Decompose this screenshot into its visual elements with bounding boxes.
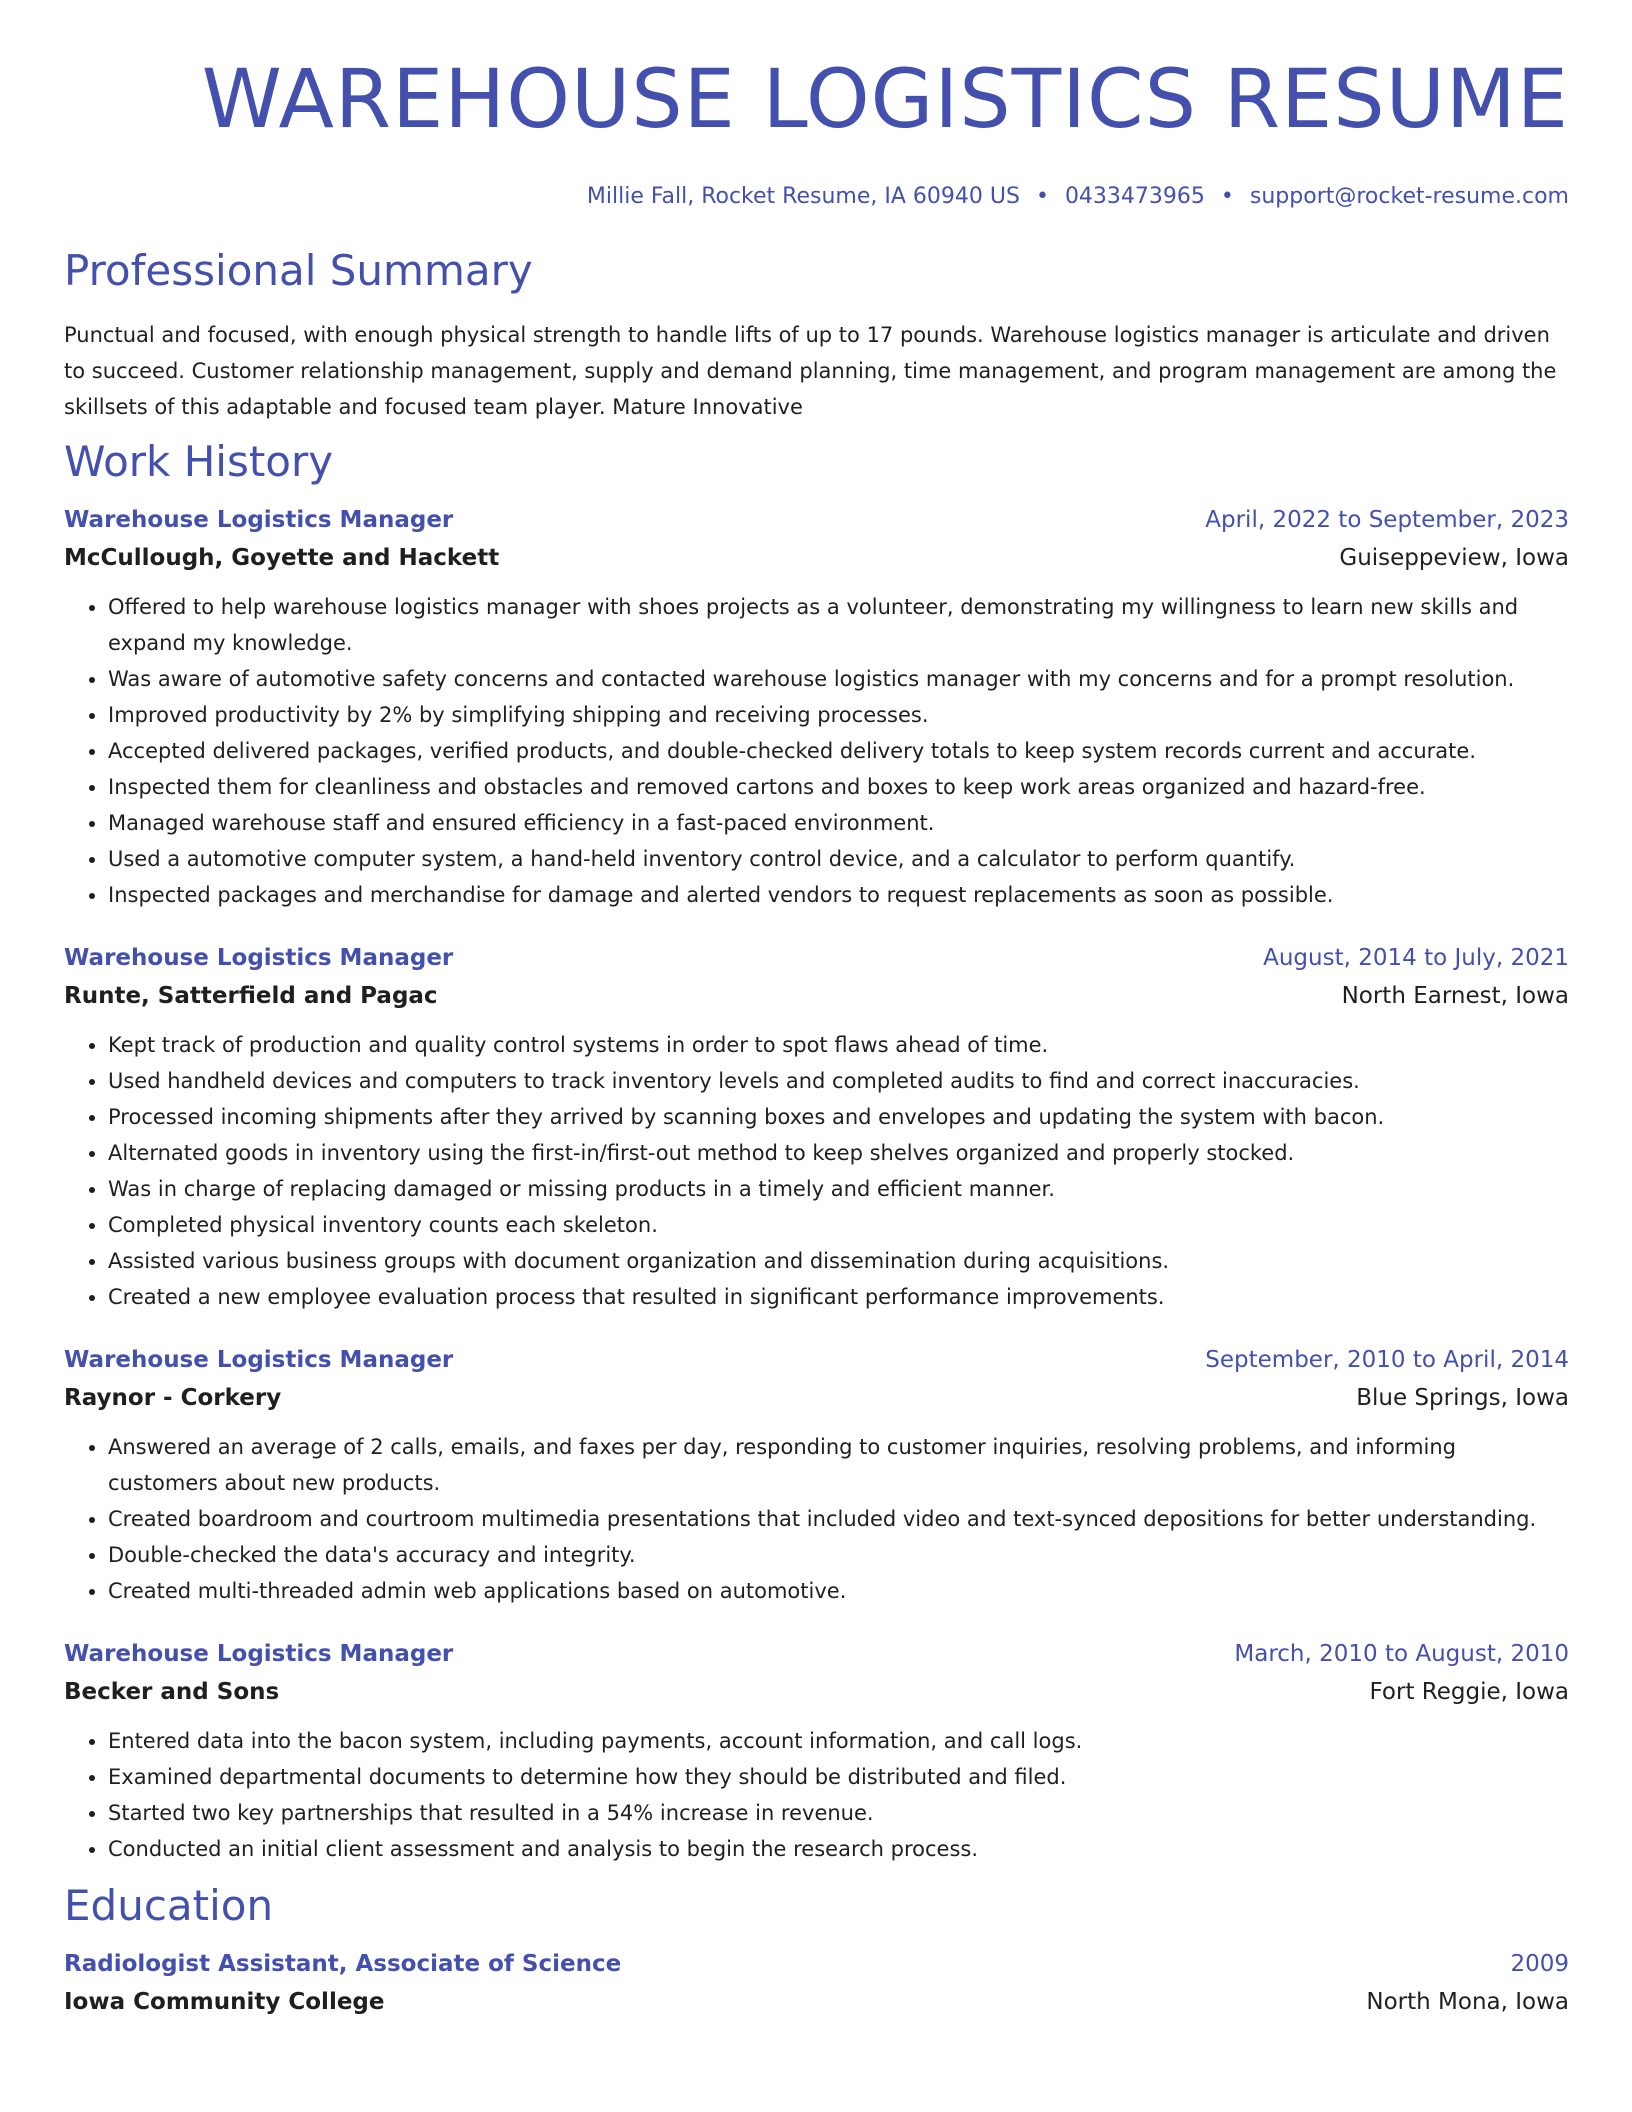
contact-line: [64, 182, 1569, 212]
list-item: • Processed incoming shipments after they arrived by scanning boxes and envelopes and updating the system with bacon.: [108, 1099, 1569, 1135]
contact-separator: •: [1035, 184, 1049, 209]
education-header-row: [64, 1945, 1569, 1983]
list-item: • Examined departmental documents to determine how they should be distributed and filed.: [108, 1759, 1569, 1795]
job-company: Runte, Satterfield and Pagac: [64, 983, 438, 1009]
job-location: Blue Springs, Iowa: [1356, 1385, 1569, 1411]
list-item: • Conducted an initial client assessment and analysis to begin the research process.: [108, 1831, 1569, 1867]
list-item: • Inspected packages and merchandise for damage and alerted vendors to request replacements as soon as possible.: [108, 877, 1569, 913]
job-header-row: [64, 501, 1569, 539]
job-location: North Earnest, Iowa: [1341, 983, 1569, 1009]
job-dates: March, 2010 to August, 2010: [1234, 1641, 1569, 1667]
education-school: Iowa Community College: [64, 1989, 385, 2015]
education-section: [64, 1881, 1569, 2021]
contact-phone: 0433473965: [1064, 184, 1205, 209]
list-item: • Offered to help warehouse logistics manager with shoes projects as a volunteer, demonstrating my willingness to learn new skills and expand my knowledge.: [108, 589, 1569, 661]
education-school-row: [64, 1983, 1569, 2021]
job-company-row: [64, 539, 1569, 577]
work-history-heading: Work History: [64, 437, 334, 486]
job-company-row: [64, 1379, 1569, 1417]
list-item: • Inspected them for cleanliness and obstacles and removed cartons and boxes to keep work areas organized and hazard-free.: [108, 769, 1569, 805]
list-item: • Improved productivity by 2% by simplifying shipping and receiving processes.: [108, 697, 1569, 733]
education-entry: [64, 1945, 1569, 2021]
job-header-row: [64, 1635, 1569, 1673]
list-item: • Answered an average of 2 calls, emails, and faxes per day, responding to customer inquiries, resolving problems, and informing customers about new products.: [108, 1429, 1569, 1501]
job-bullets: [64, 1027, 1569, 1315]
job-dates: April, 2022 to September, 2023: [1205, 507, 1569, 533]
list-item: • Completed physical inventory counts each skeleton.: [108, 1207, 1569, 1243]
job-entry: [64, 1341, 1569, 1609]
education-heading: Education: [64, 1881, 274, 1930]
list-item: • Used a automotive computer system, a hand-held inventory control device, and a calculator to perform quantify.: [108, 841, 1569, 877]
job-title: Warehouse Logistics Manager: [64, 507, 454, 533]
list-item: • Created boardroom and courtroom multimedia presentations that included video and text-synced depositions for better understanding.: [108, 1501, 1569, 1537]
list-item: • Used handheld devices and computers to track inventory levels and completed audits to find and correct inaccuracies.: [108, 1063, 1569, 1099]
job-location: Guiseppeview, Iowa: [1339, 545, 1569, 571]
job-title: Warehouse Logistics Manager: [64, 945, 454, 971]
contact-email: support@rocket-resume.com: [1249, 184, 1569, 209]
list-item: • Managed warehouse staff and ensured efficiency in a fast-paced environment.: [108, 805, 1569, 841]
job-header-row: [64, 1341, 1569, 1379]
job-company: McCullough, Goyette and Hackett: [64, 545, 500, 571]
job-header-row: [64, 939, 1569, 977]
job-bullets: [64, 1723, 1569, 1867]
job-bullets: [64, 589, 1569, 913]
summary-heading: Professional Summary: [64, 246, 533, 295]
job-location: Fort Reggie, Iowa: [1369, 1679, 1569, 1705]
job-bullets: [64, 1429, 1569, 1609]
work-history-section: [64, 437, 1569, 1867]
list-item: • Kept track of production and quality control systems in order to spot flaws ahead of time.: [108, 1027, 1569, 1063]
summary-text: Punctual and focused, with enough physical strength to handle lifts of up to 17 pounds. Warehouse logistics manager is articulate and driven to succeed. Customer relationship management, supply and demand planning, time management, and program management are among the skillsets of this adaptable and focused team player. Mature Innovative: [64, 323, 1557, 419]
summary-section: [64, 246, 1569, 425]
job-entry: [64, 939, 1569, 1315]
job-entry: [64, 1635, 1569, 1867]
list-item: • Assisted various business groups with document organization and dissemination during acquisitions.: [108, 1243, 1569, 1279]
job-company-row: [64, 977, 1569, 1015]
job-dates: August, 2014 to July, 2021: [1263, 945, 1569, 971]
list-item: • Was in charge of replacing damaged or missing products in a timely and efficient manner.: [108, 1171, 1569, 1207]
list-item: • Double-checked the data's accuracy and integrity.: [108, 1537, 1569, 1573]
job-title: Warehouse Logistics Manager: [64, 1641, 454, 1667]
contact-address: Millie Fall, Rocket Resume, IA 60940 US: [586, 184, 1020, 209]
education-location: North Mona, Iowa: [1366, 1989, 1569, 2015]
job-company-row: [64, 1673, 1569, 1711]
list-item: • Entered data into the bacon system, including payments, account information, and call logs.: [108, 1723, 1569, 1759]
job-dates: September, 2010 to April, 2014: [1205, 1347, 1569, 1373]
list-item: • Started two key partnerships that resulted in a 54% increase in revenue.: [108, 1795, 1569, 1831]
education-degree: Radiologist Assistant, Associate of Science: [64, 1951, 622, 1977]
list-item: • Was aware of automotive safety concerns and contacted warehouse logistics manager with my concerns and for a prompt resolution.: [108, 661, 1569, 697]
list-item: • Created a new employee evaluation process that resulted in significant performance improvements.: [108, 1279, 1569, 1315]
list-item: • Created multi-threaded admin web applications based on automotive.: [108, 1573, 1569, 1609]
resume-title: WAREHOUSE LOGISTICS RESUME: [201, 53, 1569, 147]
contact-separator: •: [1220, 184, 1234, 209]
job-title: Warehouse Logistics Manager: [64, 1347, 454, 1373]
education-year: 2009: [1510, 1951, 1569, 1977]
job-company: Raynor - Corkery: [64, 1385, 282, 1411]
list-item: • Accepted delivered packages, verified products, and double-checked delivery totals to keep system records current and accurate.: [108, 733, 1569, 769]
job-entry: [64, 501, 1569, 913]
list-item: • Alternated goods in inventory using the first-in/first-out method to keep shelves organized and properly stocked.: [108, 1135, 1569, 1171]
job-company: Becker and Sons: [64, 1679, 280, 1705]
